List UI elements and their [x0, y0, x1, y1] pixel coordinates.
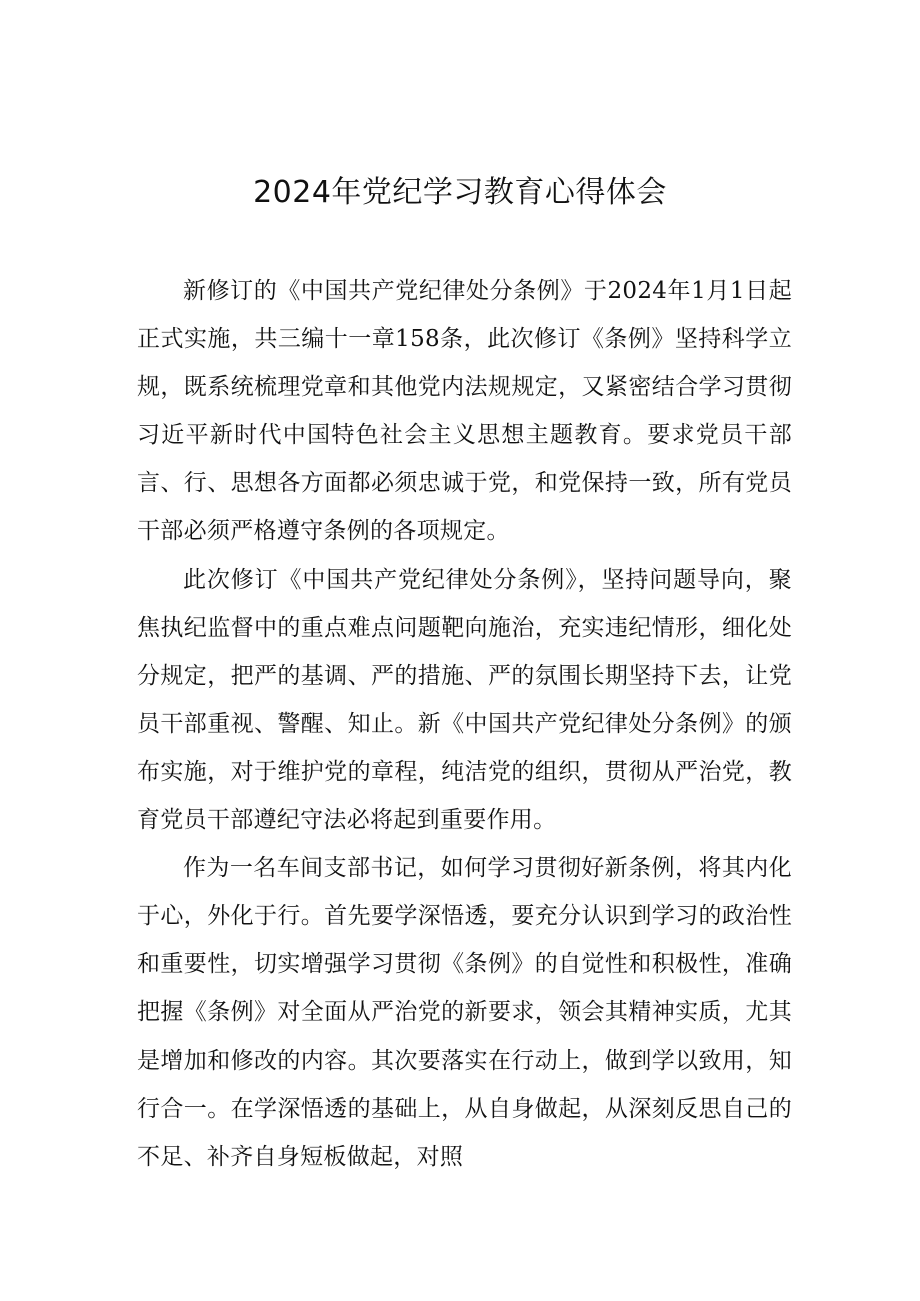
paragraph-1: 新修订的《中国共产党纪律处分条例》于2024年1月1日起正式实施，共三编十一章158条，此次修订《条例》坚持科学立规，既系统梳理党章和其他党内法规规定，又紧密结合学习贯彻习近平新时代中国特色社会主义思想主题教育。要求党员干部言、行、思想各方面都必须忠诚于党，和党保持一致，所有党员干部必须严格遵守条例的各项规定。 [137, 278, 792, 545]
paragraph-3: 作为一名车间支部书记，如何学习贯彻好新条例，将其内化于心，外化于行。首先要学深悟透，要充分认识到学习的政治性和重要性，切实增强学习贯彻《条例》的自觉性和积极性，准确把握《条例》对全面从严治党的新要求，领会其精神实质，尤其是增加和修改的内容。其次要落实在行动上，做到学以致用，知行合一。在学深悟透的基础上，从自身做起，从深刻反思自己的不足、补齐自身短板做起，对照 [137, 855, 792, 1170]
document-title: 2024年党纪学习教育心得体会 [253, 175, 667, 210]
paragraph-2: 此次修订《中国共产党纪律处分条例》，坚持问题导向，聚焦执纪监督中的重点难点问题靶向施治，充实违纪情形，细化处分规定，把严的基调、严的措施、严的氛围长期坚持下去，让党员干部重视、警醒、知止。新《中国共产党纪律处分条例》的颁布实施，对于维护党的章程，纯洁党的组织，贯彻从严治党，教育党员干部遵纪守法必将起到重要作用。 [137, 566, 792, 834]
document-body [137, 267, 792, 1181]
